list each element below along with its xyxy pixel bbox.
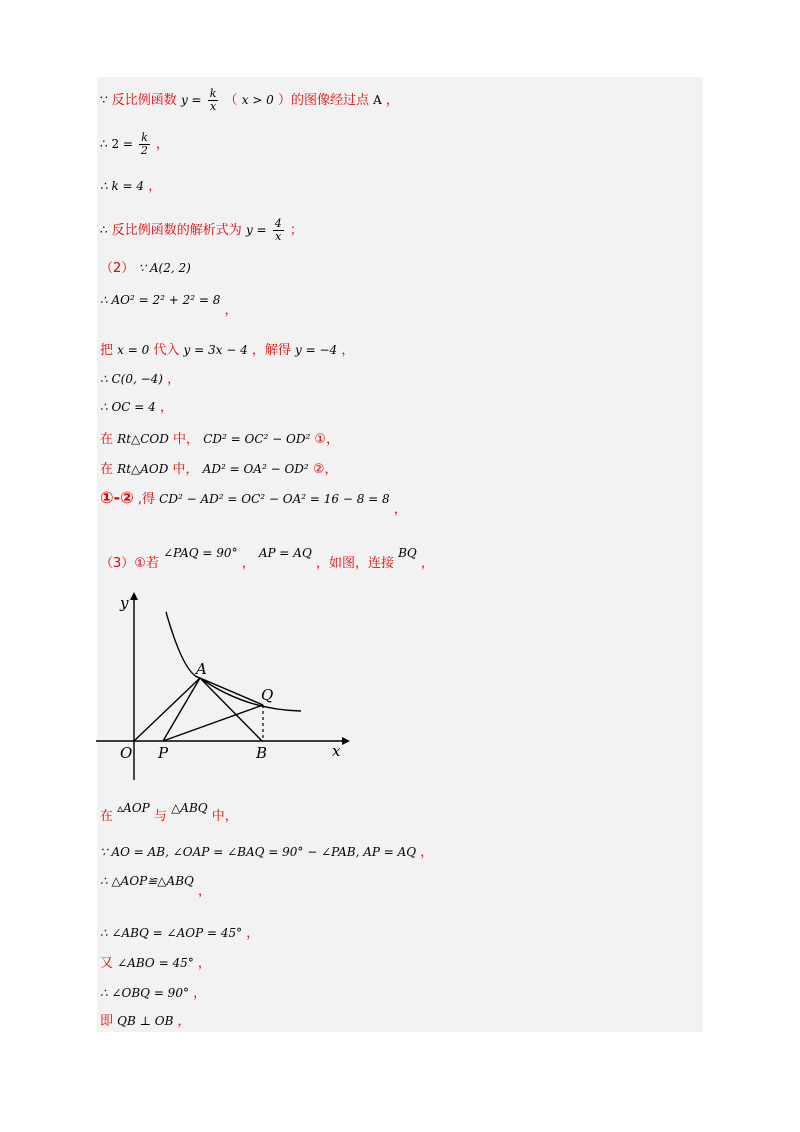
punct: ， bbox=[198, 884, 212, 899]
math: CD² = OC² − OD² bbox=[203, 432, 311, 446]
line-10 bbox=[100, 431, 339, 448]
numerator: k bbox=[141, 131, 148, 144]
punct: ， bbox=[167, 372, 181, 387]
math: AD² = OA² − OD² bbox=[202, 462, 309, 476]
line-13 bbox=[100, 545, 434, 571]
math: ∠PAQ = 90° bbox=[163, 546, 238, 560]
text: 反比例函数 bbox=[111, 93, 177, 108]
fraction-k-over-x bbox=[208, 88, 219, 113]
punct: ， bbox=[224, 303, 238, 318]
punct: ； bbox=[289, 223, 303, 238]
punct: ， bbox=[155, 137, 169, 152]
segment-pq bbox=[163, 705, 263, 741]
denominator: x bbox=[209, 100, 217, 113]
numerator: k bbox=[209, 87, 217, 100]
punct: ， bbox=[420, 556, 434, 571]
geometry-figure bbox=[96, 590, 356, 790]
math: ∠ABO = 45° bbox=[117, 956, 194, 970]
text: ,得 bbox=[137, 492, 156, 507]
math: CD² − AD² = OC² − OA² = 16 − 8 = 8 bbox=[159, 492, 390, 506]
label-b: B bbox=[256, 744, 268, 762]
text: ①-② bbox=[100, 488, 134, 507]
denominator: 2 bbox=[140, 144, 148, 157]
math: ∴ ∠ABQ = ∠AOP = 45° bbox=[100, 926, 243, 940]
text: ②， bbox=[312, 462, 338, 477]
label-a: A bbox=[196, 660, 207, 678]
punct: ， bbox=[385, 93, 399, 108]
line-20 bbox=[100, 1013, 191, 1030]
text: 在 bbox=[100, 432, 114, 447]
part-label: （3）①若 bbox=[100, 556, 159, 571]
math: AP = AQ bbox=[258, 546, 312, 560]
line-11 bbox=[100, 461, 338, 478]
math: Rt△COD bbox=[117, 432, 169, 446]
line-1 bbox=[100, 88, 399, 113]
line-2 bbox=[100, 132, 169, 157]
math: QB ⊥ OB bbox=[117, 1014, 174, 1028]
line-5 bbox=[100, 260, 191, 277]
text: 中， bbox=[211, 809, 238, 824]
math: Rt△AOD bbox=[117, 462, 169, 476]
line-14 bbox=[100, 800, 238, 824]
y-axis-arrow bbox=[130, 592, 138, 600]
punct: ， bbox=[246, 926, 260, 941]
fraction-4-over-x bbox=[273, 218, 284, 243]
therefore-symbol: ∴ bbox=[100, 223, 108, 237]
fraction-k-over-2 bbox=[139, 132, 150, 157]
math: x > 0 bbox=[241, 93, 274, 107]
text: 把 bbox=[100, 343, 114, 358]
punct: ， bbox=[193, 986, 207, 1001]
math: ∴ k = 4 bbox=[100, 179, 145, 193]
punct: ， bbox=[177, 1014, 191, 1029]
punct: ， bbox=[159, 400, 173, 415]
text: ）的图像经过点 bbox=[277, 93, 369, 108]
text: 反比例函数的解析式为 bbox=[111, 223, 242, 238]
line-18 bbox=[100, 955, 211, 972]
hyperbola-curve bbox=[166, 612, 301, 711]
line-17 bbox=[100, 925, 259, 942]
math: ∵ AO = AB, ∠OAP = ∠BAQ = 90° − ∠PAB, AP = AQ bbox=[100, 845, 417, 859]
x-axis-label: x bbox=[332, 742, 341, 760]
punct: ， bbox=[420, 845, 434, 860]
segment-ap bbox=[163, 678, 200, 741]
math: ∴ △AOP≌△ABQ bbox=[100, 874, 194, 888]
label-o: O bbox=[120, 744, 133, 762]
because-symbol: ∵ bbox=[100, 93, 108, 107]
punct: ， bbox=[197, 956, 211, 971]
line-8 bbox=[100, 371, 180, 388]
label-p: P bbox=[158, 744, 169, 762]
line-9 bbox=[100, 399, 173, 416]
math: y = −4 bbox=[295, 343, 338, 357]
line-16 bbox=[100, 873, 212, 899]
math: ∴ AO² = 2² + 2² = 8 bbox=[100, 293, 221, 307]
text: 在 bbox=[100, 462, 114, 477]
math: ∴ ∠OBQ = 90° bbox=[100, 986, 189, 1000]
denominator: x bbox=[275, 230, 282, 243]
math: y = bbox=[180, 93, 202, 107]
punct: ， bbox=[393, 502, 407, 517]
text: ①， bbox=[314, 432, 340, 447]
point-a: A bbox=[373, 93, 382, 107]
text: 代入 bbox=[153, 343, 180, 358]
line-6 bbox=[100, 292, 238, 318]
text: 与 bbox=[153, 809, 167, 824]
line-15 bbox=[100, 844, 433, 861]
math: ∴ C(0, −4) bbox=[100, 372, 163, 386]
punct: ， bbox=[341, 343, 355, 358]
math: y = 3x − 4 bbox=[183, 343, 248, 357]
text: 即 bbox=[100, 1014, 114, 1029]
x-axis-arrow bbox=[342, 737, 350, 745]
text: 中， bbox=[172, 462, 199, 477]
math: △ABQ bbox=[171, 801, 208, 815]
text: 又 bbox=[100, 956, 114, 971]
line-7 bbox=[100, 342, 354, 359]
text: ，解得 bbox=[251, 343, 291, 358]
label-q: Q bbox=[261, 686, 274, 704]
text: ，如图，连接 bbox=[315, 556, 394, 571]
text: 在 bbox=[100, 809, 114, 824]
math: ∴ OC = 4 bbox=[100, 400, 156, 414]
math: ∴ 2 = bbox=[100, 137, 133, 151]
line-4 bbox=[100, 218, 303, 243]
segment-aq bbox=[200, 678, 263, 705]
math: x = 0 bbox=[117, 343, 150, 357]
math: ▵AOP bbox=[117, 801, 150, 815]
text: （ bbox=[224, 93, 238, 108]
line-19 bbox=[100, 985, 206, 1002]
text: ， bbox=[241, 556, 255, 571]
y-axis-label: y bbox=[120, 594, 129, 612]
math: y = bbox=[245, 223, 267, 237]
math: BQ bbox=[398, 546, 417, 560]
part-label: （2） bbox=[100, 261, 135, 276]
segment-ab bbox=[200, 678, 262, 741]
numerator: 4 bbox=[274, 217, 282, 230]
punct: ， bbox=[148, 179, 162, 194]
math: ∵ A(2, 2) bbox=[138, 261, 191, 275]
line-3 bbox=[100, 178, 161, 195]
text: 中， bbox=[173, 432, 200, 447]
line-12 bbox=[100, 488, 407, 517]
